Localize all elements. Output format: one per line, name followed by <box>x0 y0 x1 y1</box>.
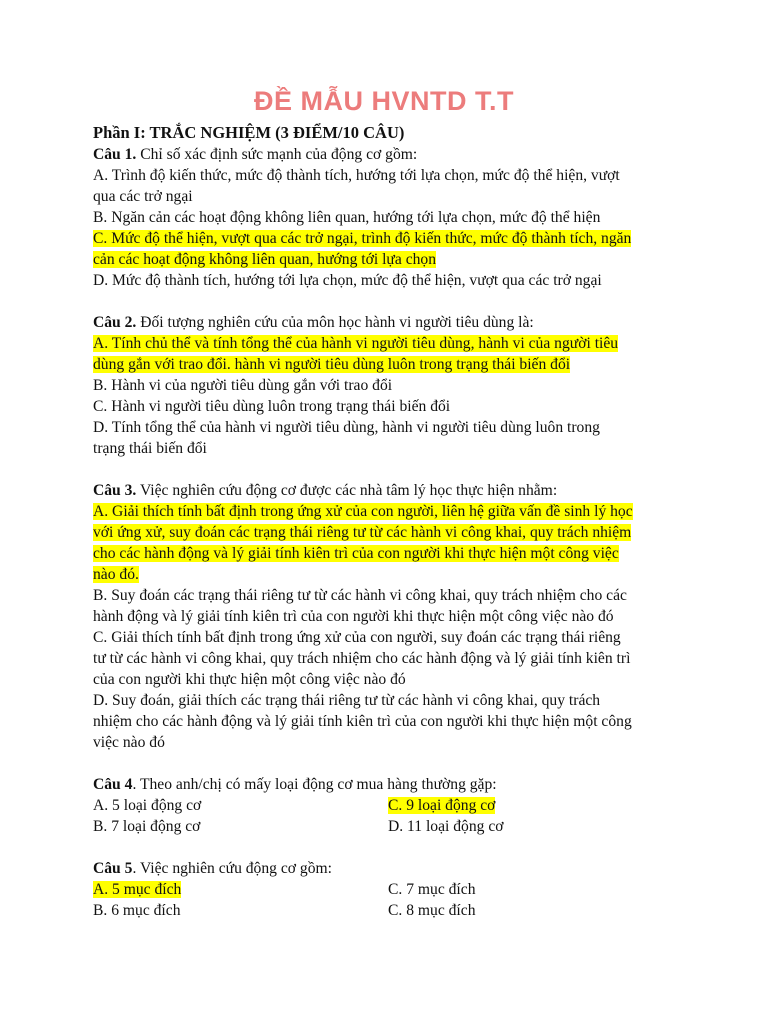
option-a-highlighted-cont: cho các hành động và lý giải tính kiên trì của con người khi thực hiện một công việc <box>93 545 619 562</box>
question-4 <box>93 774 683 837</box>
option-c-highlighted-cont: cản các hoạt động không liên quan, hướng tới lựa chọn <box>93 251 437 268</box>
options-row <box>93 816 683 837</box>
option-b: B. Ngăn cản các hoạt động không liên quan, hướng tới lựa chọn, mức độ thể hiện <box>93 209 601 226</box>
question-1 <box>93 144 683 291</box>
option-b: B. Suy đoán các trạng thái riêng tư từ các hành vi công khai, quy trách nhiệm cho các <box>93 587 627 604</box>
option-a-highlighted: A. 5 mục đích <box>93 881 182 898</box>
option-c: C. Giải thích tính bất định trong ứng xử của con người, suy đoán các trạng thái riêng <box>93 629 621 646</box>
option-c-highlighted: C. 9 loại động cơ <box>388 797 496 814</box>
option-c-highlighted: C. Mức độ thể hiện, vượt qua các trở ngại, trình độ kiến thức, mức độ thành tích, ngăn <box>93 230 632 247</box>
document-title: ĐỀ MẪU HVNTD T.T <box>254 86 514 116</box>
option-a-highlighted-cont: nào đó. <box>93 566 139 583</box>
options-row <box>93 900 683 921</box>
question-2 <box>93 312 683 459</box>
spacer <box>93 459 683 480</box>
option-d: D. 11 loại động cơ <box>388 818 504 835</box>
options-row <box>93 879 683 900</box>
option-a-highlighted-cont: với ứng xử, suy đoán các trạng thái riêng tư từ các hành vi công khai, quy trách nhiệm <box>93 524 632 541</box>
question-3 <box>93 480 683 753</box>
option-a-highlighted-cont: dùng gắn với trao đổi. hành vi người tiêu dùng luôn trong trạng thái biến đổi <box>93 356 571 373</box>
section-title: Phần I: TRẮC NGHIỆM (3 ĐIỂM/10 CÂU) <box>93 123 405 142</box>
question-label: Câu 2. <box>93 314 137 331</box>
question-label: Câu 3. <box>93 482 137 499</box>
question-label: Câu 4 <box>93 776 133 793</box>
question-5 <box>93 858 683 921</box>
question-label: Câu 1. <box>93 146 137 163</box>
option-a: A. 5 loại động cơ <box>93 797 202 814</box>
option-d: D. Tính tổng thể của hành vi người tiêu dùng, hành vi người tiêu dùng luôn trong <box>93 419 600 436</box>
option-b: B. 7 loại động cơ <box>93 818 201 835</box>
option-a-highlighted: A. Giải thích tính bất định trong ứng xử của con người, liên hệ giữa vấn đề sinh lý học <box>93 503 633 520</box>
option-c: C. Hành vi người tiêu dùng luôn trong trạng thái biến đổi <box>93 398 451 415</box>
option-a-highlighted: A. Tính chủ thể và tính tổng thể của hành vi người tiêu dùng, hành vi của người tiêu <box>93 335 619 352</box>
question-text: . Việc nghiên cứu động cơ gồm: <box>132 860 332 877</box>
option-d-cont: trạng thái biến đổi <box>93 440 207 457</box>
question-text: Đối tượng nghiên cứu của môn học hành vi người tiêu dùng là: <box>140 314 534 331</box>
option-d-cont: việc nào đó <box>93 734 165 751</box>
spacer <box>93 837 683 858</box>
option-a: A. Trình độ kiến thức, mức độ thành tích, hướng tới lựa chọn, mức độ thể hiện, vượt <box>93 167 620 184</box>
option-b-cont: hành động và lý giải tính kiên trì của con người khi thực hiện một công việc nào đó <box>93 608 614 625</box>
option-c-second: C. 8 mục đích <box>388 902 476 919</box>
option-c: C. 7 mục đích <box>388 881 476 898</box>
option-a-cont: qua các trở ngại <box>93 188 193 205</box>
spacer <box>93 291 683 312</box>
option-c-cont: tư từ các hành vi công khai, quy trách nhiệm cho các hành động và lý giải tính kiên trì <box>93 650 631 667</box>
option-d: D. Suy đoán, giải thích các trạng thái riêng tư từ các hành vi công khai, quy trách <box>93 692 601 709</box>
option-b: B. Hành vi của người tiêu dùng gắn với trao đổi <box>93 377 393 394</box>
option-d: D. Mức độ thành tích, hướng tới lựa chọn, mức độ thể hiện, vượt qua các trở ngại <box>93 272 602 289</box>
question-label: Câu 5 <box>93 860 133 877</box>
options-row <box>93 795 683 816</box>
option-c-cont: của con người khi thực hiện một công việc nào đó <box>93 671 406 688</box>
question-text: Chỉ số xác định sức mạnh của động cơ gồm: <box>140 146 418 163</box>
question-text: . Theo anh/chị có mấy loại động cơ mua hàng thường gặp: <box>132 776 497 793</box>
spacer <box>93 753 683 774</box>
document-body <box>93 122 683 921</box>
question-text: Việc nghiên cứu động cơ được các nhà tâm lý học thực hiện nhằm: <box>139 482 558 499</box>
option-d-cont: nhiệm cho các hành động và lý giải tính kiên trì của con người khi thực hiện một công <box>93 713 632 730</box>
option-b: B. 6 mục đích <box>93 902 181 919</box>
